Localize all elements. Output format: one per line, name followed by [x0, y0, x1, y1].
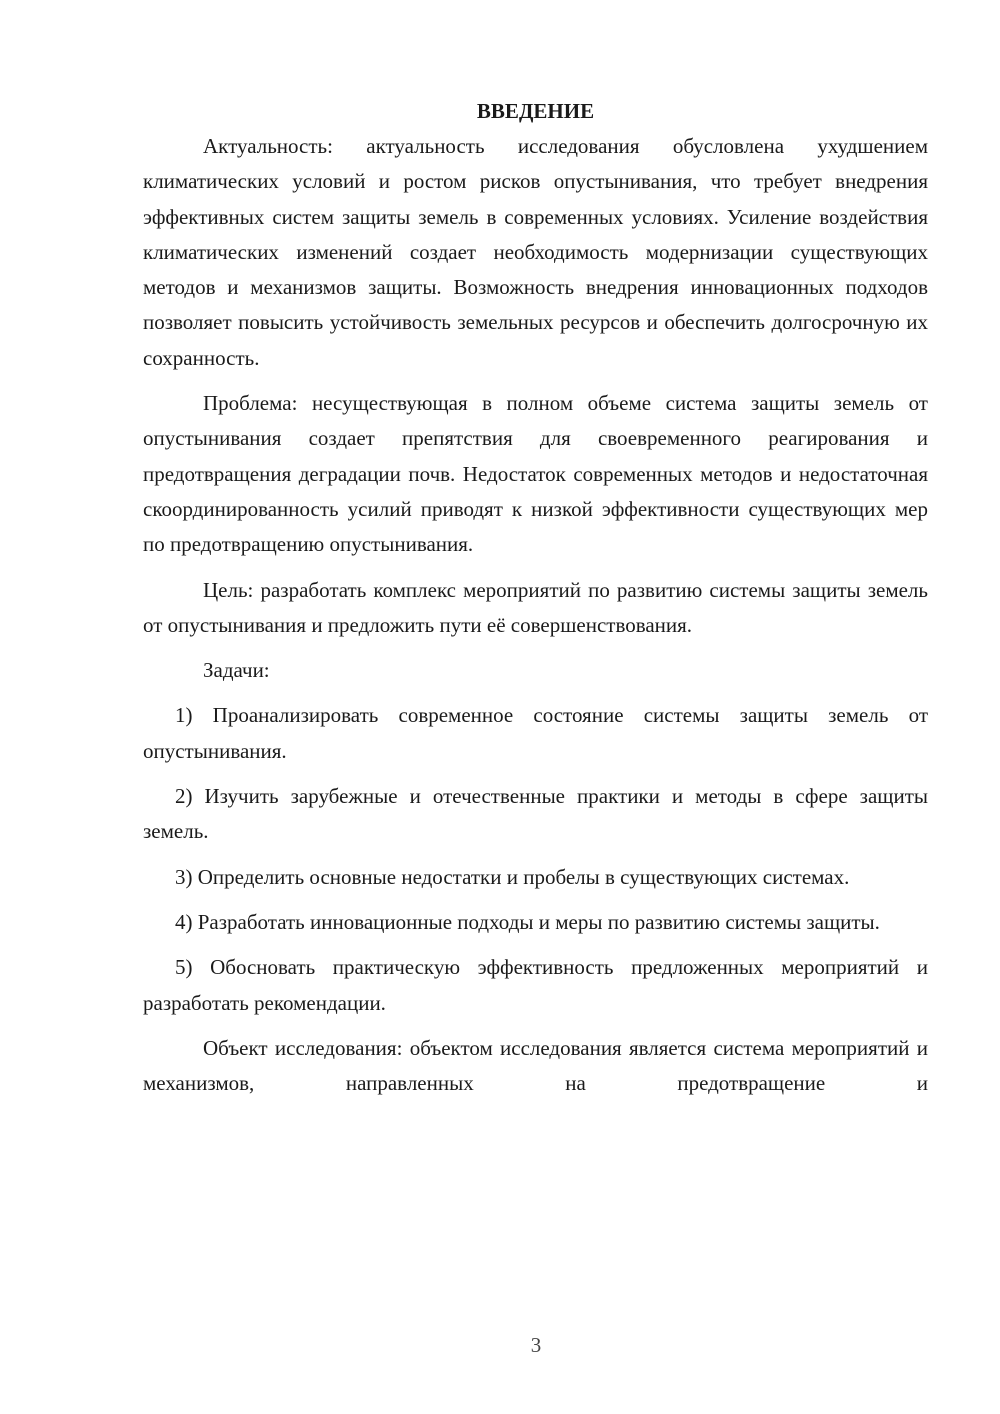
task-item-5: 5) Обосновать практическую эффективность предложенных мероприятий и разработать рекомендации.	[143, 955, 928, 1015]
object-paragraph: Объект исследования: объектом исследования является система мероприятий и механизмов, направленных на предотвращение и	[143, 1035, 928, 1096]
document-page	[143, 94, 928, 1111]
task-item-1: 1) Проанализировать современное состояние системы защиты земель от опустынивания.	[143, 703, 928, 763]
problem-paragraph: Проблема: несуществующая в полном объеме система защиты земель от опустынивания создает препятствия для своевременного реагирования и предотвращения деградации почв. Недостаток современных методов и недостаточная скоординированность усилий приводят к низкой эффективности существующих мер по предотвращению опустынивания.	[143, 391, 928, 557]
page-number: 3	[530, 1333, 542, 1357]
task-item-2: 2) Изучить зарубежные и отечественные практики и методы в сфере защиты земель.	[143, 784, 928, 844]
tasks-label: Задачи:	[203, 658, 270, 683]
task-item-3: 3) Определить основные недостатки и пробелы в существующих системах.	[175, 864, 850, 889]
task-item-4: 4) Разработать инновационные подходы и меры по развитию системы защиты.	[175, 909, 880, 934]
goal-paragraph: Цель: разработать комплекс мероприятий по развитию системы защиты земель от опустынивания и предложить пути её совершенствования.	[143, 577, 928, 637]
relevance-paragraph: Актуальность: актуальность исследования обусловлена ухудшением климатических условий и ростом рисков опустынивания, что требует внедрения эффективных систем защиты земель в современных условиях. Усиление воздействия климатических изменений создает необходимость модернизации существующих методов и механизмов защиты. Возможность внедрения инновационных подходов позволяет повысить устойчивость земельных ресурсов и обеспечить долгосрочную их сохранность.	[143, 134, 928, 370]
section-title: ВВЕДЕНИЕ	[476, 99, 595, 123]
